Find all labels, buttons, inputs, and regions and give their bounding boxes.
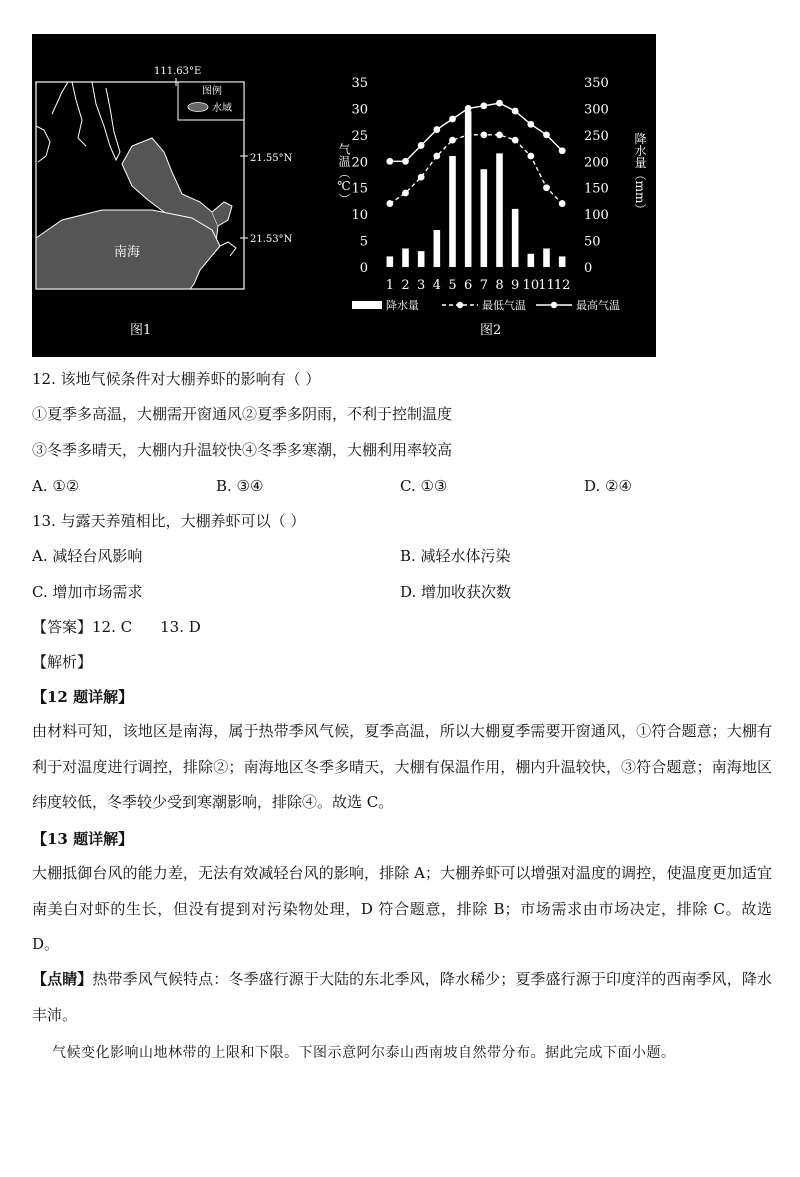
detail13-title: 【13 题详解】 — [32, 830, 134, 848]
min-temp-point — [386, 200, 393, 207]
max-temp-point — [527, 121, 534, 128]
min-temp-point — [465, 131, 472, 138]
q12-option-a: A. ①② — [32, 477, 80, 495]
legend-bar-swatch — [352, 301, 382, 309]
max-temp-point — [386, 158, 393, 165]
legend-min-temp-marker — [457, 302, 463, 308]
x-tick-label: 12 — [553, 278, 571, 293]
min-temp-line — [390, 135, 562, 204]
max-temp-point — [418, 142, 425, 149]
x-tick-label: 1 — [385, 278, 394, 293]
q12-option-c: C. ①③ — [400, 477, 448, 495]
y-left-tick-label: 5 — [359, 234, 368, 250]
q12-statements-2: ③冬季多晴天，大棚内升温较快④冬季多寒潮，大棚利用率较高 — [32, 441, 453, 459]
q12-option-b: B. ③④ — [216, 477, 264, 495]
min-temp-point — [559, 200, 566, 207]
figure-panel — [32, 34, 656, 357]
precipitation-bar — [559, 256, 566, 267]
figure2-caption: 图2 — [480, 323, 502, 338]
x-tick-label: 5 — [448, 278, 457, 293]
max-temp-point — [496, 100, 503, 107]
x-tick-label: 10 — [522, 278, 540, 293]
min-temp-point — [527, 153, 534, 160]
y-right-tick-label: 250 — [584, 128, 609, 144]
y-left-axis-label: 气温（℃） — [337, 143, 351, 205]
y-left-tick-label: 35 — [351, 76, 368, 91]
precipitation-bar — [402, 249, 409, 268]
tip-text: 热带季风气候特点：冬季盛行源于大陆的东北季风，降水稀少；夏季盛行源于印度洋的西南季风，降水丰沛。 — [32, 970, 772, 1024]
tip-paragraph — [32, 962, 772, 1033]
map-legend-title: 图例 — [202, 86, 222, 97]
y-left-tick-label: 30 — [351, 102, 368, 118]
q13-option-a: A. 减轻台风影响 — [32, 547, 143, 565]
precipitation-bar — [543, 249, 550, 268]
y-right-tick-label: 350 — [584, 76, 609, 91]
q12-statements-1: ①夏季多高温，大棚需开窗通风②夏季多阴雨，不利于控制温度 — [32, 405, 453, 423]
q13-option-b: B. 减轻水体污染 — [400, 547, 511, 565]
max-temp-point — [512, 108, 519, 115]
x-tick-label: 8 — [495, 278, 504, 293]
map-legend-item: 水域 — [212, 103, 232, 114]
y-right-tick-label: 300 — [584, 102, 609, 118]
max-temp-point — [543, 131, 550, 138]
precipitation-bar — [418, 251, 425, 267]
y-left-tick-label: 20 — [351, 155, 368, 171]
legend-max-temp-label: 最高气温 — [576, 299, 620, 312]
x-tick-label: 2 — [401, 278, 410, 293]
latitude-label-2: 21.53°N — [250, 234, 293, 245]
sea-label: 南海 — [114, 245, 141, 260]
precipitation-bar — [528, 254, 535, 267]
latitude-label-1: 21.55°N — [250, 153, 293, 164]
x-tick-label: 3 — [417, 278, 426, 293]
figure1-map — [32, 34, 322, 357]
min-temp-point — [449, 137, 456, 144]
detail12-title: 【12 题详解】 — [32, 688, 134, 706]
answer-q12: 12. C — [92, 618, 133, 636]
y-left-tick-label: 15 — [351, 181, 368, 197]
detail13-text: 大棚抵御台风的能力差，无法有效减轻台风的影响，排除 A；大棚养虾可以增强对温度的调控，使温度更加适宜南美白对虾的生长，但没有提到对污染物处理，D 符合题意，排除 B；市场需求由市场决定，排除 C。故选 D。 — [32, 864, 772, 953]
precipitation-bar — [449, 156, 456, 267]
analysis-label: 【解析】 — [32, 653, 93, 671]
answer-line — [32, 617, 201, 637]
water-legend-swatch — [188, 103, 208, 112]
precipitation-bar — [434, 230, 441, 267]
y-right-tick-label: 200 — [584, 155, 609, 171]
max-temp-point — [433, 126, 440, 133]
min-temp-point — [496, 131, 503, 138]
min-temp-point — [402, 190, 409, 197]
q13-option-c: C. 增加市场需求 — [32, 583, 143, 601]
max-temp-point — [402, 158, 409, 165]
y-left-tick-label: 0 — [359, 261, 368, 276]
y-right-axis-label: 降水量（mm） — [633, 132, 647, 216]
q12-option-d: D. ②④ — [584, 477, 632, 495]
legend-min-temp-label: 最低气温 — [482, 299, 526, 312]
longitude-label: 111.63°E — [154, 66, 202, 77]
y-right-tick-label: 50 — [584, 234, 601, 250]
min-temp-point — [418, 174, 425, 181]
detail12-text: 由材料可知，该地区是南海，属于热带季风气候，夏季高温，所以大棚夏季需要开窗通风，①符合题意；大棚有利于对温度进行调控，排除②；南海地区冬季多晴天，大棚有保温作用，棚内升温较快，③符合题意；南海地区纬度较低，冬季较少受到寒潮影响，排除④。故选 C。 — [32, 722, 772, 811]
legend-max-temp-marker — [551, 302, 557, 308]
y-right-tick-label: 100 — [584, 208, 609, 224]
min-temp-point — [433, 153, 440, 160]
min-temp-point — [480, 131, 487, 138]
tip-label: 【点睛】 — [32, 970, 93, 988]
precipitation-bar — [512, 209, 519, 267]
x-tick-label: 4 — [432, 278, 441, 293]
precipitation-bar — [387, 256, 394, 267]
max-temp-point — [465, 105, 472, 112]
y-right-tick-label: 0 — [584, 261, 593, 276]
max-temp-point — [559, 147, 566, 154]
q12-stem: 12. 该地气候条件对大棚养虾的影响有（ ） — [32, 370, 321, 388]
x-tick-label: 11 — [538, 278, 555, 293]
x-tick-label: 9 — [511, 278, 520, 293]
figure1-caption: 图1 — [130, 323, 152, 338]
answer-label: 【答案】 — [32, 618, 93, 636]
legend-precipitation-label: 降水量 — [386, 299, 419, 312]
precipitation-bar — [496, 153, 503, 267]
next-section-intro: 气候变化影响山地林带的上限和下限。下图示意阿尔泰山西南坡自然带分布。据此完成下面小题。 — [52, 1045, 676, 1061]
x-tick-label: 7 — [479, 278, 488, 293]
y-left-tick-label: 25 — [351, 128, 368, 144]
x-tick-label: 6 — [464, 278, 473, 293]
min-temp-point — [543, 184, 550, 191]
figure2-climate-chart — [322, 34, 656, 357]
y-right-tick-label: 150 — [584, 181, 609, 197]
q13-stem: 13. 与露天养殖相比，大棚养虾可以（ ） — [32, 512, 306, 530]
answer-q13: 13. D — [160, 618, 201, 636]
precipitation-bar — [481, 169, 488, 267]
min-temp-point — [512, 137, 519, 144]
y-left-tick-label: 10 — [351, 208, 368, 224]
max-temp-point — [449, 116, 456, 123]
max-temp-line — [390, 103, 562, 161]
max-temp-point — [480, 102, 487, 109]
q13-option-d: D. 增加收获次数 — [400, 583, 512, 601]
